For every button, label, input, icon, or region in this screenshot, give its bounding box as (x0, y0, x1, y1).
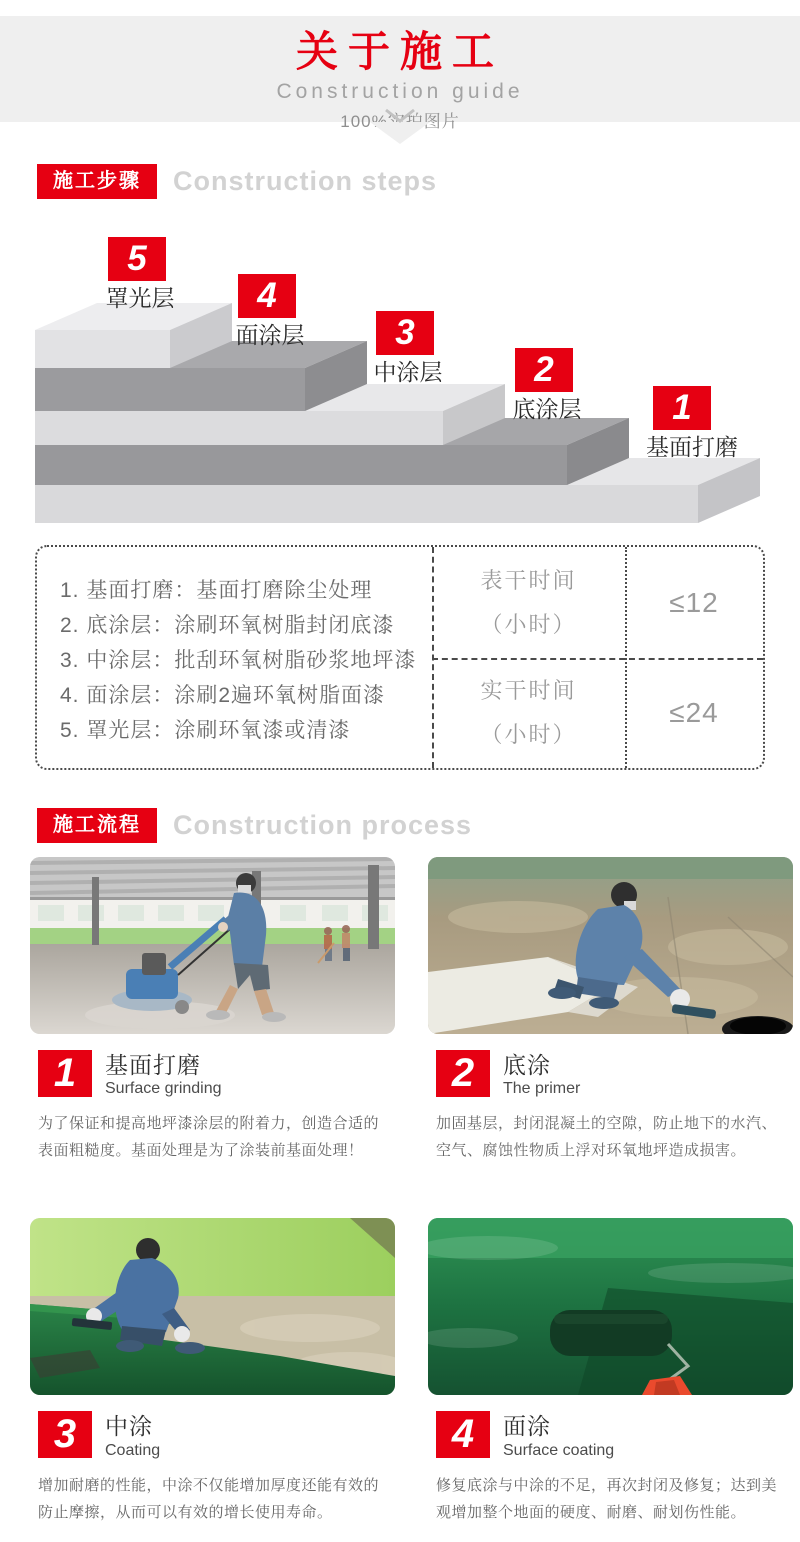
photo-surface-coating (428, 1218, 793, 1395)
section-tag-steps: 施工步骤 (37, 164, 157, 199)
section-header-steps (0, 164, 800, 199)
photo-primer (428, 857, 793, 1034)
caption-title-en-4: Surface coating (503, 1441, 615, 1459)
caption-title-1: 基面打磨 (105, 1052, 201, 1078)
caption-4 (428, 1411, 793, 1459)
caption-desc-3: 增加耐磨的性能，中涂不仅能增加厚度还能有效的防止摩擦，从而可以有效的增长使用寿命。 (38, 1476, 380, 1521)
caption-desc-2: 加固基层，封闭混凝土的空隙，防止地下的水汽、空气、腐蚀性物质上浮对环氧地坪造成损害。 (436, 1115, 778, 1160)
photo-middle-coating (30, 1218, 395, 1395)
caption-desc-1: 为了保证和提高地坪漆涂层的附着力，创造合适的表面粗糙度。基面处理是为了涂装前基面处理！ (38, 1115, 380, 1160)
section-tag-steps-en: Construction steps (173, 166, 438, 196)
stair-number-4: 4 (238, 274, 296, 318)
process-item-1 (30, 857, 395, 1164)
spec-steps-list (37, 547, 432, 768)
caption-number-1: 1 (38, 1050, 92, 1097)
stair-label-5: 罩光层 (105, 285, 175, 311)
page-subtitle-en: Construction guide (276, 80, 524, 104)
caption-1 (30, 1050, 395, 1098)
spec-row1-label: 表干时间 （小时） (480, 567, 577, 637)
stair-label-4: 面涂层 (235, 322, 305, 348)
caption-desc-4: 修复底涂与中涂的不足，再次封闭及修复；达到美观增加整个地面的硬度、耐磨、耐划伤性能。 (436, 1476, 778, 1521)
stair-label-2: 底涂层 (512, 396, 582, 422)
spec-table (35, 545, 765, 770)
spec-row2-label: 实干时间 （小时） (480, 678, 577, 747)
section-header-process (0, 808, 800, 843)
section-tag-process: 施工流程 (37, 808, 157, 843)
stair-label-1: 基面打磨 (646, 434, 738, 460)
process-grid (0, 857, 800, 1526)
stair-number-2: 2 (515, 348, 573, 392)
process-item-2 (428, 857, 793, 1164)
stair-label-3: 中涂层 (373, 359, 443, 385)
process-item-3 (30, 1218, 395, 1525)
caption-title-2: 底涂 (503, 1052, 551, 1078)
section-tag-process-en: Construction process (173, 810, 473, 840)
caption-number-2: 2 (436, 1050, 490, 1097)
spec-row2-value: ≤24 (669, 697, 719, 728)
caption-2 (428, 1050, 793, 1098)
caption-number-3: 3 (38, 1411, 92, 1458)
caption-title-en-1: Surface grinding (105, 1080, 222, 1098)
caption-number-4: 4 (436, 1411, 490, 1458)
chevron-down-icon (370, 104, 430, 128)
spec-step-item: 3. 中涂层：批刮环氧树脂砂浆地坪漆 (60, 649, 417, 672)
page-title: 关于施工 (295, 28, 504, 75)
page-note: 100%实拍图片 (340, 112, 460, 132)
caption-title-3: 中涂 (105, 1413, 153, 1440)
caption-title-en-3: Coating (105, 1441, 161, 1459)
spec-row1-value: ≤12 (669, 586, 719, 618)
caption-title-4: 面涂 (503, 1413, 551, 1440)
spec-step-item: 4. 面涂层：涂刷2遍环氧树脂面漆 (60, 684, 386, 707)
caption-title-en-2: The primer (503, 1080, 581, 1098)
spec-step-item: 2. 底涂层：涂刷环氧树脂封闭底漆 (60, 614, 395, 637)
stair-number-3: 3 (376, 311, 434, 355)
stair-number-5: 5 (108, 237, 166, 281)
stair-number-1: 1 (653, 386, 711, 430)
top-margin (0, 0, 800, 16)
process-item-4 (428, 1218, 793, 1525)
caption-3 (30, 1411, 395, 1459)
staircase-diagram (0, 223, 800, 535)
photo-surface-grinding (30, 857, 395, 1034)
spec-step-item: 5. 罩光层：涂刷环氧漆或清漆 (60, 719, 351, 742)
spec-step-item: 1. 基面打磨：基面打磨除尘处理 (60, 579, 373, 602)
